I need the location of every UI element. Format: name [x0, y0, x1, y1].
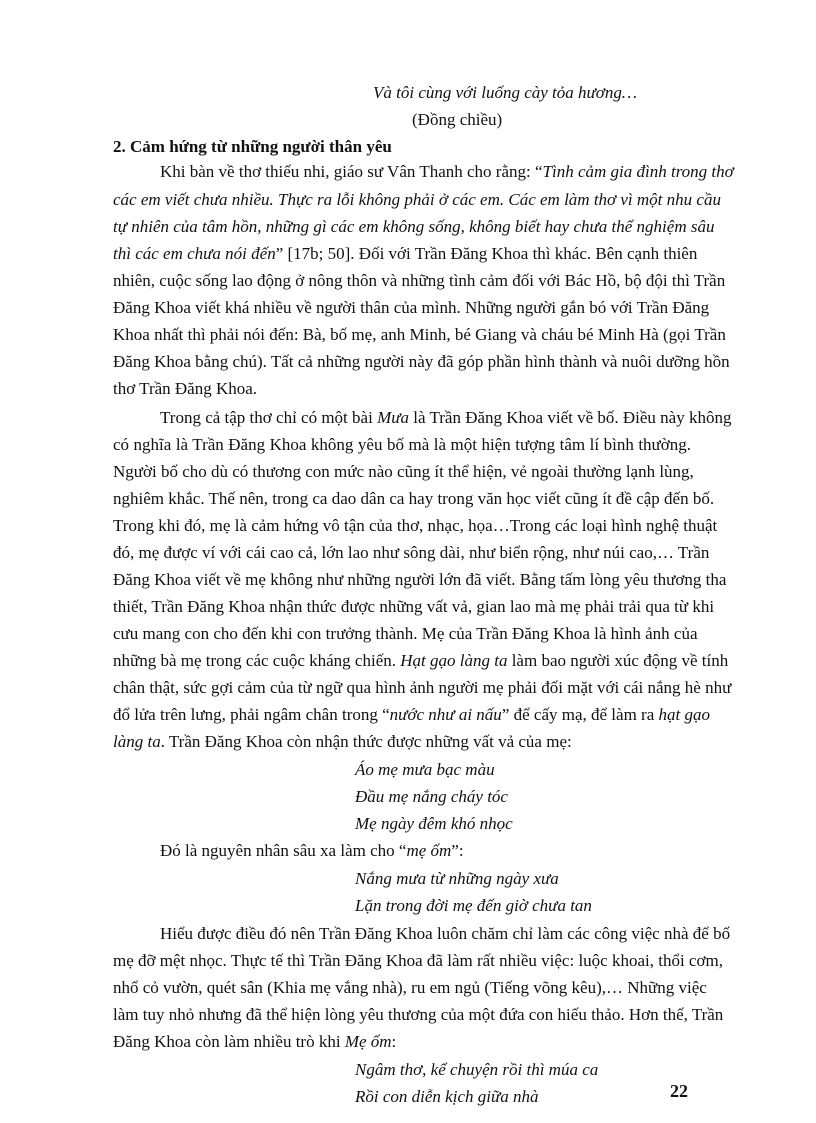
para1-line: thì các em chưa nói đến” [17b; 50]. Đối với Trần Đăng Khoa thì khác. Bên cạnh thiên: [113, 244, 698, 263]
para2-line: có nghĩa là Trần Đăng Khoa không yêu bố mà là một hiện tượng tâm lí bình thường.: [113, 435, 691, 454]
para2-line: chân thật, sức gợi cảm của từ ngữ qua hình ảnh người mẹ phải đối mặt với cái nắng hè như: [113, 678, 732, 697]
para1-line: các em viết chưa nhiều. Thực ra lỗi không phải ở các em. Các em làm thơ vì một nhu cầu: [113, 190, 721, 209]
para1-line: Đăng Khoa viết khá nhiều về người thân của mình. Những người gắn bó với Trần Đăng: [113, 298, 710, 317]
poem-attribution: (Đồng chiều): [412, 110, 503, 129]
para2-line: nghiêm khắc. Thế nên, trong ca dao dân ca hay trong văn học viết cũng ít đề cập đến bố.: [113, 489, 715, 508]
para2-line: Trong khi đó, mẹ là cảm hứng vô tận của thơ, nhạc, họa…Trong các loại hình nghệ thuật: [113, 516, 718, 535]
para2-line: Người bố cho dù có thương con mức nào cũng ít thể hiện, vẻ ngoài thường lạnh lùng,: [113, 462, 694, 481]
poem-line: Ngâm thơ, kể chuyện rồi thì múa ca: [355, 1060, 599, 1079]
para2-line: Đăng Khoa viết về mẹ không như những người lớn đã viết. Bằng tấm lòng yêu thương tha: [113, 570, 727, 589]
para2-line: thiết, Trần Đăng Khoa nhận thức được những vất vả, gian lao mà mẹ phải trải qua từ khi: [113, 597, 715, 616]
para4-line: mẹ đỡ mệt nhọc. Thực tế thì Trần Đăng Khoa đã làm rất nhiều việc: luộc khoai, thổi cơm,: [113, 951, 723, 970]
para2-line: Trong cả tập thơ chỉ có một bài Mưa là Trần Đăng Khoa viết về bố. Điều này không: [160, 408, 732, 427]
para2-line: những bà mẹ trong các cuộc kháng chiến. Hạt gạo làng ta làm bao người xúc động về tính: [113, 651, 729, 670]
section-heading: 2. Cảm hứng từ những người thân yêu: [113, 137, 392, 156]
poem-line: Áo mẹ mưa bạc màu: [355, 760, 495, 779]
poem-line: Mẹ ngày đêm khó nhọc: [355, 814, 513, 833]
para4-line: làm tuy nhỏ nhưng đã thể hiện lòng yêu thương của một đứa con hiếu thảo. Hơn thế, Trần: [113, 1005, 724, 1024]
poem-line: Rồi con diễn kịch giữa nhà: [355, 1087, 539, 1106]
para1-line: tự nhiên của tâm hồn, những gì các em không sống, không biết hay chưa thể nghiệm sâu: [113, 217, 715, 236]
poem-line: Đầu mẹ nắng cháy tóc: [355, 787, 508, 806]
para4-line: Hiểu được điều đó nên Trần Đăng Khoa luôn chăm chỉ làm các công việc nhà để bố: [160, 924, 731, 943]
para4-line: nhổ cỏ vườn, quét sân (Khia mẹ vắng nhà), ru em ngủ (Tiếng võng kêu),… Những việc: [113, 978, 707, 997]
para1-line: thơ Trần Đăng Khoa.: [113, 379, 258, 398]
para1-line: Đăng Khoa bằng chú). Tất cả những người này đã góp phần hình thành và nuôi dưỡng hồn: [113, 352, 730, 371]
poem-line: Lặn trong đời mẹ đến giờ chưa tan: [355, 896, 592, 915]
para2-line: đó, mẹ được ví với cái cao cả, lớn lao như sông dài, như biển rộng, như núi cao,… Trần: [113, 543, 710, 562]
poem-line: Và tôi cùng với luống cày tỏa hương…: [373, 83, 637, 102]
page-number: 22: [670, 1081, 688, 1101]
para1-line: nhiên, cuộc sống lao động ở nông thôn và những tình cảm đối với Bác Hồ, bộ đội thì Trần: [113, 271, 726, 290]
para1-line: Khoa nhất thì phải nói đến: Bà, bố mẹ, anh Minh, bé Giang và cháu bé Minh Hà (gọi Trần: [113, 325, 726, 344]
para3-line: Đó là nguyên nhân sâu xa làm cho “mẹ ốm”:: [160, 841, 464, 860]
para2-line: cưu mang con cho đến khi con trưởng thành. Mẹ của Trần Đăng Khoa là hình ảnh của: [113, 624, 698, 643]
para2-line: đổ lửa trên lưng, phải ngâm chân trong “nước như ai nấu” để cấy mạ, để làm ra hạt gạo: [113, 705, 710, 724]
para4-line: Đăng Khoa còn làm nhiều trò khi Mẹ ốm:: [113, 1032, 397, 1051]
para1-line: Khi bàn về thơ thiếu nhi, giáo sư Vân Thanh cho rằng: “Tình cảm gia đình trong thơ: [160, 162, 734, 181]
para2-line: làng ta. Trần Đăng Khoa còn nhận thức được những vất vả của mẹ:: [113, 732, 572, 751]
poem-line: Nắng mưa từ những ngày xưa: [355, 869, 559, 888]
